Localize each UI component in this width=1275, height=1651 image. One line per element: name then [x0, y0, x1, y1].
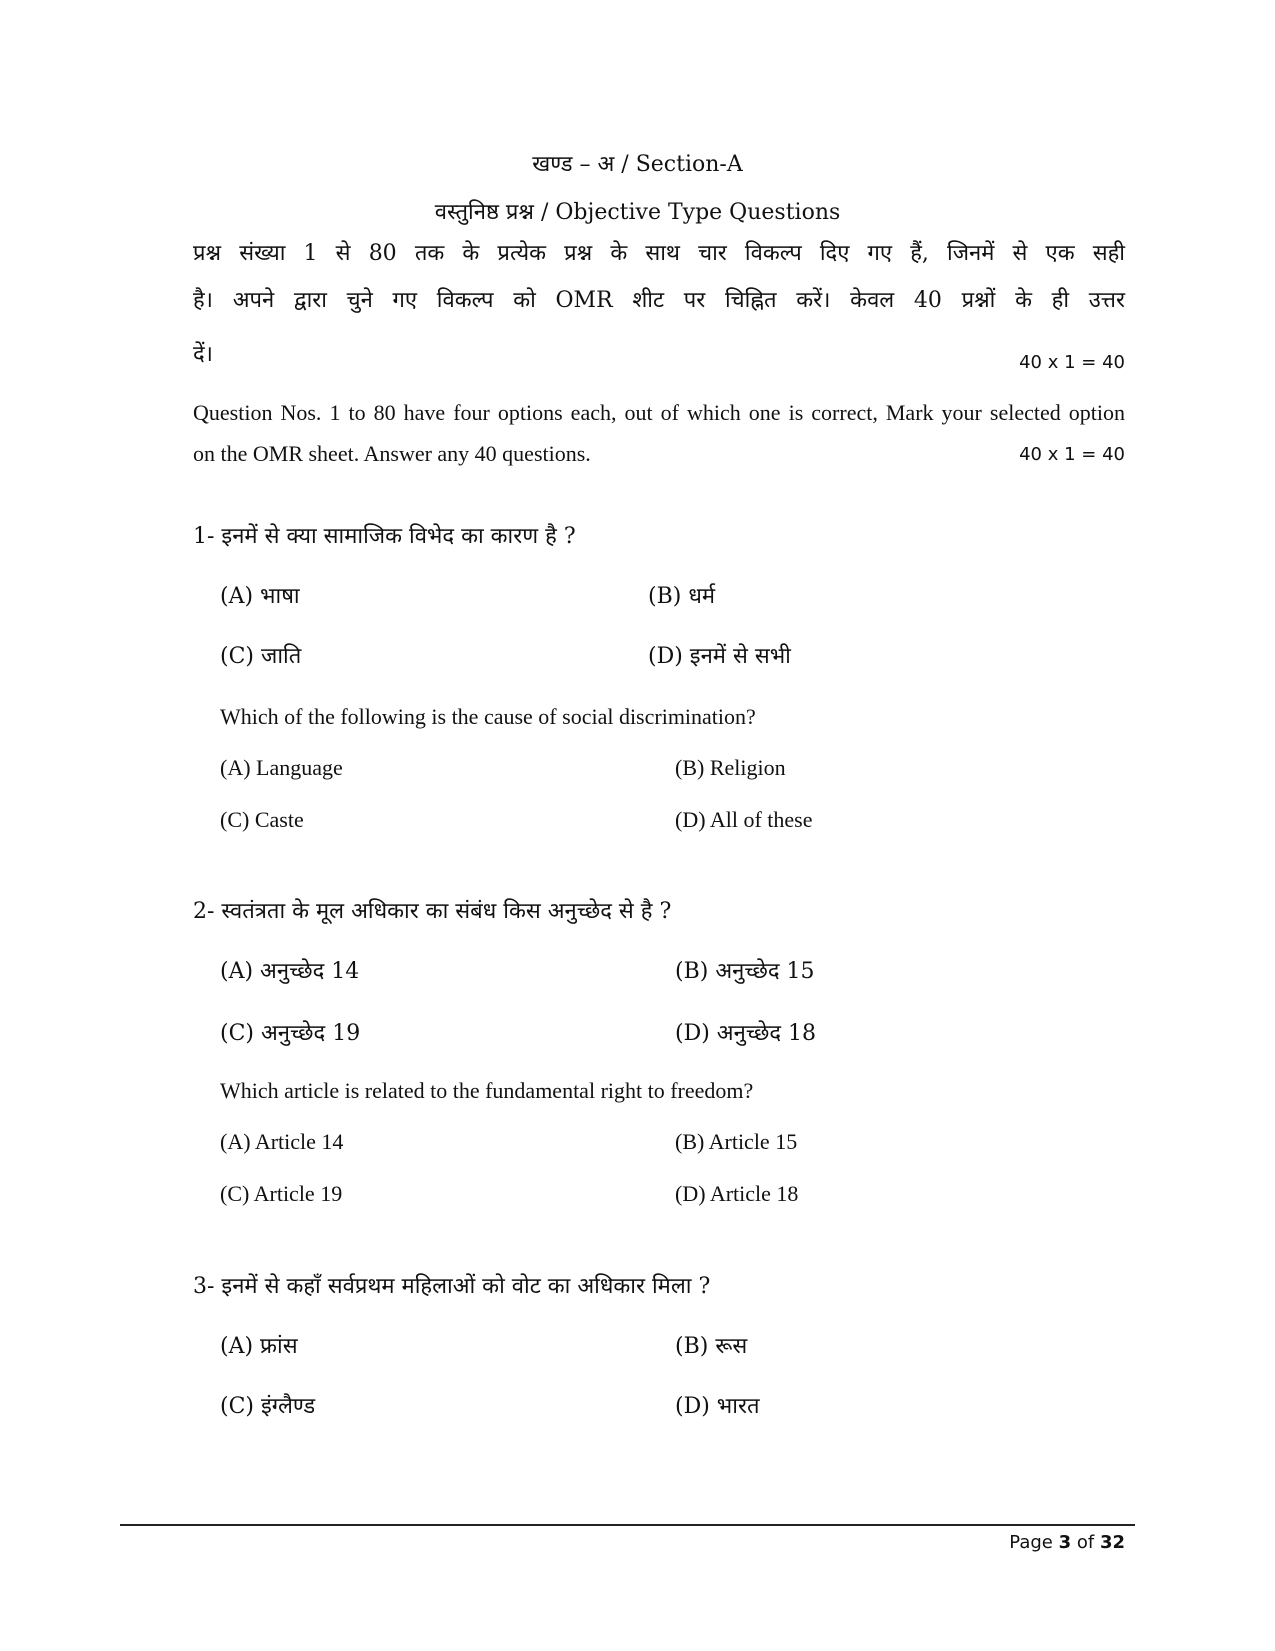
page-number: [1009, 1532, 1125, 1553]
question-2-english: Which article is related to the fundamental right to freedom?: [220, 1078, 754, 1103]
instruction-hindi-line-2: है। अपने द्वारा चुने गए विकल्प को OMR शीट पर चिह्नित करें। केवल 40 प्रश्नों के ही उत्तर: [193, 288, 1125, 313]
q2-hindi-option-b: (B) अनुच्छेद 15: [675, 959, 815, 984]
question-1-english: Which of the following is the cause of social discrimination?: [220, 704, 756, 729]
footer-divider: [120, 1524, 1135, 1526]
q1-hindi-option-a: (A) भाषा: [220, 584, 300, 609]
q3-hindi-option-c: (C) इंग्लैण्ड: [220, 1394, 316, 1419]
question-2-hindi: 2- स्वतंत्रता के मूल अधिकार का संबंध किस अनुच्छेद से है ?: [193, 899, 672, 924]
page-current: 3: [1058, 1532, 1072, 1553]
page-middle: of: [1071, 1532, 1100, 1553]
page-prefix: Page: [1009, 1532, 1059, 1553]
marks-english: 40 x 1 = 40: [1019, 444, 1125, 465]
q2-english-option-b: (B) Article 15: [675, 1129, 798, 1154]
q1-hindi-option-c: (C) जाति: [220, 644, 302, 669]
q2-hindi-option-a: (A) अनुच्छेद 14: [220, 959, 360, 984]
instruction-english-line-2: on the OMR sheet. Answer any 40 questions.: [193, 441, 591, 466]
marks-hindi: 40 x 1 = 40: [1019, 352, 1125, 373]
q1-hindi-option-b: (B) धर्म: [648, 584, 716, 609]
q1-english-option-c: (C) Caste: [220, 807, 304, 832]
question-type-heading: वस्तुनिष्ठ प्रश्न / Objective Type Questions: [434, 200, 841, 225]
q1-english-option-a: (A) Language: [220, 755, 343, 780]
q1-hindi-option-d: (D) इनमें से सभी: [648, 644, 791, 669]
q1-english-option-b: (B) Religion: [675, 755, 786, 780]
q2-hindi-option-c: (C) अनुच्छेद 19: [220, 1021, 361, 1046]
instruction-english-line-1: Question Nos. 1 to 80 have four options each, out of which one is correct, Mark your selected option: [193, 400, 1125, 425]
page-total: 32: [1099, 1532, 1125, 1553]
q2-english-option-d: (D) Article 18: [675, 1181, 799, 1206]
question-3-hindi: 3- इनमें से कहाँ सर्वप्रथम महिलाओं को वोट का अधिकार मिला ?: [193, 1274, 711, 1299]
instruction-hindi-line-1: प्रश्न संख्या 1 से 80 तक के प्रत्येक प्रश्न के साथ चार विकल्प दिए गए हैं, जिनमें से एक सही: [193, 241, 1125, 266]
q3-hindi-option-d: (D) भारत: [675, 1394, 760, 1419]
section-heading: खण्ड – अ / Section-A: [532, 152, 743, 177]
q2-hindi-option-d: (D) अनुच्छेद 18: [675, 1021, 817, 1046]
q3-hindi-option-b: (B) रूस: [675, 1334, 748, 1359]
question-1-hindi: 1- इनमें से क्या सामाजिक विभेद का कारण है ?: [193, 524, 576, 549]
q2-english-option-c: (C) Article 19: [220, 1181, 343, 1206]
instruction-hindi-line-3: दें।: [193, 342, 214, 367]
q3-hindi-option-a: (A) फ्रांस: [220, 1334, 298, 1359]
q2-english-option-a: (A) Article 14: [220, 1129, 344, 1154]
q1-english-option-d: (D) All of these: [675, 807, 813, 832]
